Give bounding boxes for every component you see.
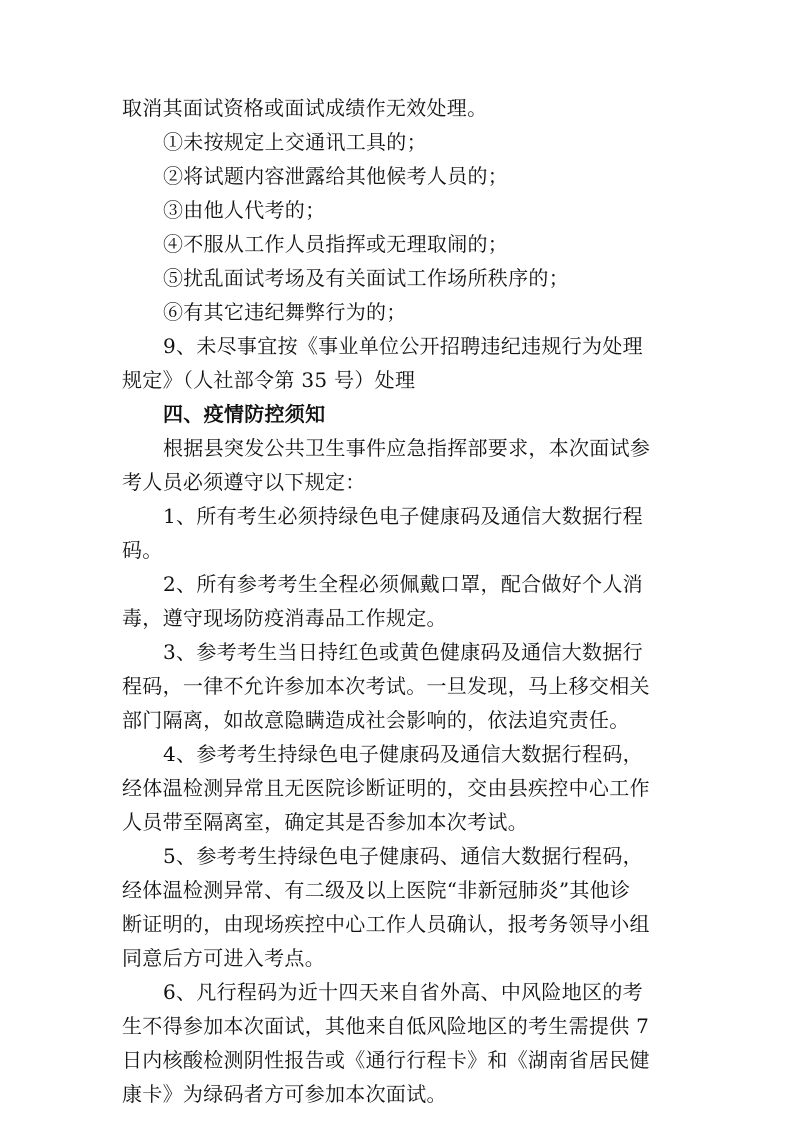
text-line-8: 9、未尽事宜按《事业单位公开招聘违纪违规行为处理 xyxy=(163,334,643,358)
text-line-26: 同意后方可进入考点。 xyxy=(122,946,325,970)
text-line-3: ②将试题内容泄露给其他候考人员的； xyxy=(163,164,509,188)
text-line-16: 毒，遵守现场防疫消毒品工作规定。 xyxy=(122,606,447,630)
text-line-24: 经体温检测异常、有二级及以上医院“非新冠肺炎”其他诊 xyxy=(122,878,631,902)
text-line-27: 6、凡行程码为近十四天来自省外高、中风险地区的考 xyxy=(163,980,643,1004)
text-line-6: ⑤扰乱面试考场及有关面试工作场所秩序的； xyxy=(163,266,569,290)
text-line-29: 日内核酸检测阴性报告或《通行行程卡》和《湖南省居民健 xyxy=(122,1048,650,1072)
text-line-18: 程码，一律不允许参加本次考试。一旦发现，马上移交相关 xyxy=(122,674,650,698)
text-line-1: 取消其面试资格或面试成绩作无效处理。 xyxy=(122,96,488,120)
text-line-21: 经体温检测异常且无医院诊断证明的，交由县疾控中心工作 xyxy=(122,776,650,800)
text-line-30: 康卡》为绿码者方可参加本次面试。 xyxy=(122,1082,447,1106)
text-line-19: 部门隔离，如故意隐瞒造成社会影响的，依法追究责任。 xyxy=(122,708,630,732)
text-line-9: 规定》（人社部令第 35 号）处理 xyxy=(122,368,416,392)
text-line-15: 2、所有参考考生全程必须佩戴口罩，配合做好个人消 xyxy=(163,572,643,596)
text-line-13: 1、所有考生必须持绿色电子健康码及通信大数据行程 xyxy=(163,504,643,528)
text-line-12: 考人员必须遵守以下规定： xyxy=(122,470,366,494)
text-line-7: ⑥有其它违纪舞弊行为的； xyxy=(163,300,407,324)
text-line-25: 断证明的，由现场疾控中心工作人员确认，报考务领导小组 xyxy=(122,912,650,936)
text-line-28: 生不得参加本次面试，其他来自低风险地区的考生需提供 7 xyxy=(122,1014,650,1038)
text-line-2: ①未按规定上交通讯工具的； xyxy=(163,130,427,154)
text-line-11: 根据县突发公共卫生事件应急指挥部要求，本次面试参 xyxy=(163,436,651,460)
text-line-4: ③由他人代考的； xyxy=(163,198,326,222)
text-line-5: ④不服从工作人员指挥或无理取闹的； xyxy=(163,232,509,256)
section-heading: 四、疫情防控须知 xyxy=(163,402,326,426)
text-line-14: 码。 xyxy=(122,538,163,562)
text-line-23: 5、参考考生持绿色电子健康码、通信大数据行程码， xyxy=(163,844,643,868)
text-line-20: 4、参考考生持绿色电子健康码及通信大数据行程码， xyxy=(163,742,643,766)
text-line-22: 人员带至隔离室，确定其是否参加本次考试。 xyxy=(122,810,528,834)
text-line-17: 3、参考考生当日持红色或黄色健康码及通信大数据行 xyxy=(163,640,643,664)
